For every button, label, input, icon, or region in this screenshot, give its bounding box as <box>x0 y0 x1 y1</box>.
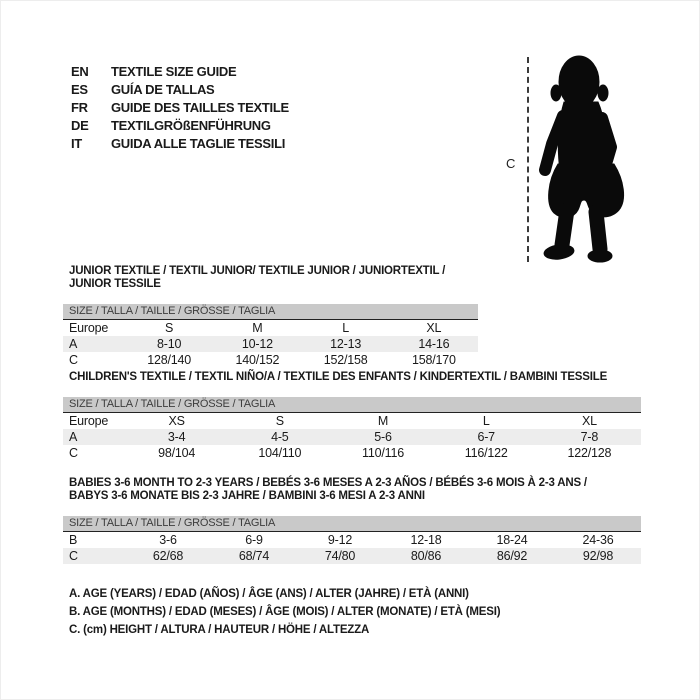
table-row <box>63 413 641 429</box>
cell-value: XL <box>581 414 597 428</box>
cell-value: 4-5 <box>271 430 289 444</box>
table-row <box>63 336 478 352</box>
cell-value: 92/98 <box>582 549 614 563</box>
language-label: GUIDE DES TAILLES TEXTILE <box>111 100 289 115</box>
cell-value: 7-8 <box>580 430 599 444</box>
children-textile-section <box>63 371 641 461</box>
cell-value: 80/86 <box>410 549 442 563</box>
table-row <box>63 320 478 336</box>
table-row <box>63 429 641 445</box>
table-row <box>63 532 641 548</box>
cell-value: XL <box>426 321 442 335</box>
cell-value: XS <box>168 414 185 428</box>
table-row <box>63 445 641 461</box>
row-label: Europe <box>69 414 109 428</box>
cell-value: 3-6 <box>159 533 177 547</box>
cell-value: S <box>275 414 284 428</box>
height-measure-label: C <box>506 156 516 171</box>
cell-value: 10-12 <box>241 337 273 351</box>
size-header-bar: SIZE / TALLA / TAILLE / GRÖSSE / TAGLIA <box>63 516 641 532</box>
cell-value: 116/122 <box>464 446 508 460</box>
cell-value: L <box>342 321 349 335</box>
cell-value: 9-12 <box>327 533 353 547</box>
cell-value: 62/68 <box>152 549 184 563</box>
size-header-bar: SIZE / TALLA / TAILLE / GRÖSSE / TAGLIA <box>63 397 641 413</box>
cell-value: 158/170 <box>411 353 456 367</box>
junior-textile-section <box>63 265 478 368</box>
row-label: C <box>69 446 78 460</box>
cell-value: L <box>482 414 490 428</box>
note-height-cm: C. (cm) HEIGHT / ALTURA / HAUTEUR / HÖHE / ALTEZZA <box>69 624 370 636</box>
cell-value: 3-4 <box>167 430 186 444</box>
row-label: C <box>69 353 78 367</box>
language-code: DE <box>71 118 89 133</box>
language-label: TEXTILE SIZE GUIDE <box>111 64 237 79</box>
cell-value: 5-6 <box>374 430 392 444</box>
babies-textile-section <box>63 477 641 564</box>
cell-value: 122/128 <box>567 446 612 460</box>
table-row <box>63 548 641 564</box>
language-label: GUIDA ALLE TAGLIE TESSILI <box>111 136 286 151</box>
note-age-months: B. AGE (MONTHS) / EDAD (MESES) / ÂGE (MOIS) / ALTER (MONATE) / ETÀ (MESI) <box>69 606 501 618</box>
section-title: JUNIOR TEXTILE / TEXTIL JUNIOR/ TEXTILE JUNIOR / JUNIORTEXTIL / JUNIOR TESSILE <box>69 265 446 290</box>
cell-value: M <box>252 321 263 335</box>
language-row-en <box>71 63 289 81</box>
cell-value: 86/92 <box>496 549 528 563</box>
cell-value: 6-7 <box>477 430 495 444</box>
language-row-it <box>71 135 289 153</box>
cell-value: 6-9 <box>245 533 263 547</box>
section-title: BABIES 3-6 MONTH TO 2-3 YEARS / BEBÉS 3-6 MESES A 2-3 AÑOS / BÉBÉS 3-6 MOIS À 2-3 ANS / BABYS 3-6 MONATE BIS 2-3 JAHRE / BAMBINI 3-6 MESI A 2-3 ANNI <box>69 477 587 502</box>
cell-value: 14-16 <box>418 337 450 351</box>
language-row-es <box>71 81 289 99</box>
row-label: A <box>69 337 78 351</box>
language-code: ES <box>71 82 88 97</box>
cell-value: 18-24 <box>496 533 528 547</box>
cell-value: 128/140 <box>147 353 192 367</box>
size-table <box>63 532 641 564</box>
note-age-years: A. AGE (YEARS) / EDAD (AÑOS) / ÂGE (ANS) / ALTER (JAHRE) / ETÀ (ANNI) <box>69 588 469 600</box>
cell-value: 152/158 <box>323 353 368 367</box>
cell-value: 24-36 <box>582 533 614 547</box>
cell-value: S <box>165 321 174 335</box>
language-row-de <box>71 117 289 135</box>
cell-value: 12-18 <box>410 533 442 547</box>
language-code: EN <box>71 64 89 79</box>
language-row-fr <box>71 99 289 117</box>
cell-value: 68/74 <box>238 549 270 563</box>
cell-value: 104/110 <box>258 446 302 460</box>
size-header-bar: SIZE / TALLA / TAILLE / GRÖSSE / TAGLIA <box>63 304 478 320</box>
row-label: C <box>69 549 78 563</box>
section-title: CHILDREN'S TEXTILE / TEXTIL NIÑO/A / TEXTILE DES ENFANTS / KINDERTEXTIL / BAMBINI TESSILE <box>69 371 608 383</box>
row-label: A <box>69 430 78 444</box>
language-code: IT <box>71 136 82 151</box>
cell-value: 140/152 <box>235 353 280 367</box>
row-label: Europe <box>69 321 109 335</box>
language-title-list <box>71 63 289 153</box>
legend-notes <box>69 585 500 639</box>
language-label: GUÍA DE TALLAS <box>111 82 215 97</box>
cell-value: 74/80 <box>324 549 356 563</box>
cell-value: 8-10 <box>157 337 182 351</box>
cell-value: 110/116 <box>362 446 404 460</box>
cell-value: 12-13 <box>330 337 362 351</box>
table-row <box>63 352 478 368</box>
height-measure-dashed-line <box>527 57 529 262</box>
cell-value: M <box>377 414 389 428</box>
size-table <box>63 413 641 461</box>
row-label: B <box>69 533 78 547</box>
baby-silhouette-icon <box>534 52 639 264</box>
size-table <box>63 320 478 368</box>
language-label: TEXTILGRÖßENFÜHRUNG <box>111 118 271 133</box>
language-code: FR <box>71 100 88 115</box>
cell-value: 98/104 <box>158 446 196 460</box>
